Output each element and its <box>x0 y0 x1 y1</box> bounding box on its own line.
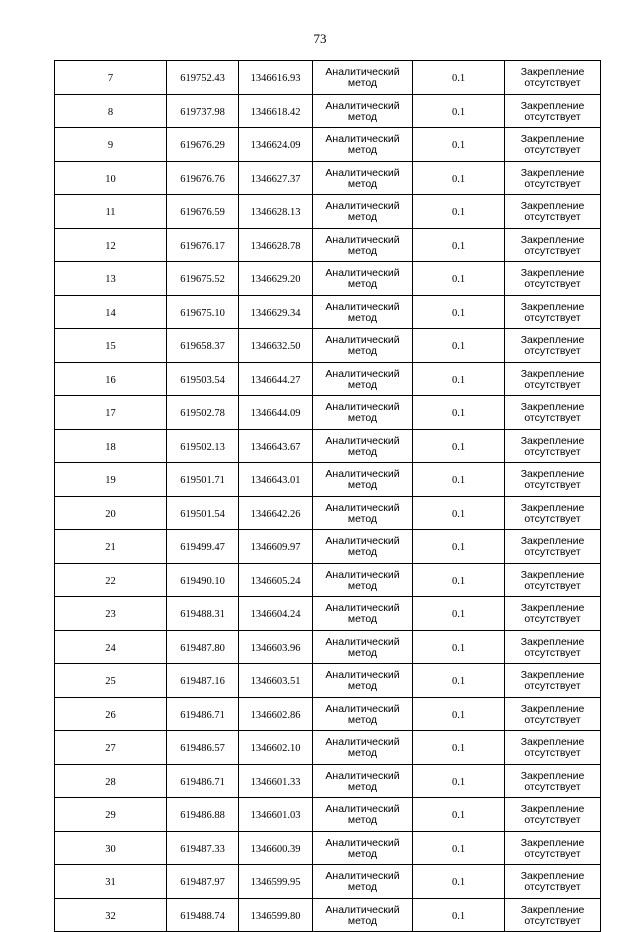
point-number-cell: 32 <box>55 898 167 932</box>
method-cell: Аналитический метод <box>313 630 413 664</box>
method-cell: Аналитический метод <box>313 161 413 195</box>
x-coordinate-cell: 619675.52 <box>167 262 239 296</box>
x-coordinate-cell: 619486.57 <box>167 731 239 765</box>
method-cell: Аналитический метод <box>313 61 413 95</box>
x-coordinate-cell: 619487.33 <box>167 831 239 865</box>
precision-cell: 0.1 <box>413 396 505 430</box>
point-number-cell: 29 <box>55 798 167 832</box>
point-number-cell: 14 <box>55 295 167 329</box>
point-number-cell: 21 <box>55 530 167 564</box>
fixing-cell: Закрепление отсутствует <box>505 429 601 463</box>
table-row <box>55 630 601 664</box>
precision-cell: 0.1 <box>413 262 505 296</box>
y-coordinate-cell: 1346628.78 <box>239 228 313 262</box>
precision-cell: 0.1 <box>413 463 505 497</box>
method-cell: Аналитический метод <box>313 329 413 363</box>
y-coordinate-cell: 1346644.27 <box>239 362 313 396</box>
point-number-cell: 19 <box>55 463 167 497</box>
method-cell: Аналитический метод <box>313 764 413 798</box>
table-row <box>55 262 601 296</box>
fixing-cell: Закрепление отсутствует <box>505 262 601 296</box>
y-coordinate-cell: 1346629.20 <box>239 262 313 296</box>
fixing-cell: Закрепление отсутствует <box>505 831 601 865</box>
table-row <box>55 563 601 597</box>
method-cell: Аналитический метод <box>313 362 413 396</box>
y-coordinate-cell: 1346632.50 <box>239 329 313 363</box>
table-row <box>55 329 601 363</box>
x-coordinate-cell: 619502.13 <box>167 429 239 463</box>
precision-cell: 0.1 <box>413 831 505 865</box>
fixing-cell: Закрепление отсутствует <box>505 697 601 731</box>
method-cell: Аналитический метод <box>313 295 413 329</box>
x-coordinate-cell: 619490.10 <box>167 563 239 597</box>
fixing-cell: Закрепление отсутствует <box>505 161 601 195</box>
y-coordinate-cell: 1346605.24 <box>239 563 313 597</box>
x-coordinate-cell: 619676.17 <box>167 228 239 262</box>
point-number-cell: 9 <box>55 128 167 162</box>
precision-cell: 0.1 <box>413 597 505 631</box>
precision-cell: 0.1 <box>413 630 505 664</box>
table-row <box>55 865 601 899</box>
point-number-cell: 25 <box>55 664 167 698</box>
method-cell: Аналитический метод <box>313 731 413 765</box>
method-cell: Аналитический метод <box>313 429 413 463</box>
precision-cell: 0.1 <box>413 195 505 229</box>
table-row <box>55 429 601 463</box>
table-row <box>55 295 601 329</box>
table-row <box>55 597 601 631</box>
point-number-cell: 12 <box>55 228 167 262</box>
point-number-cell: 23 <box>55 597 167 631</box>
x-coordinate-cell: 619486.71 <box>167 697 239 731</box>
fixing-cell: Закрепление отсутствует <box>505 128 601 162</box>
method-cell: Аналитический метод <box>313 898 413 932</box>
y-coordinate-cell: 1346601.33 <box>239 764 313 798</box>
y-coordinate-cell: 1346643.01 <box>239 463 313 497</box>
fixing-cell: Закрепление отсутствует <box>505 597 601 631</box>
point-number-cell: 27 <box>55 731 167 765</box>
precision-cell: 0.1 <box>413 664 505 698</box>
point-number-cell: 22 <box>55 563 167 597</box>
method-cell: Аналитический метод <box>313 262 413 296</box>
precision-cell: 0.1 <box>413 362 505 396</box>
x-coordinate-cell: 619737.98 <box>167 94 239 128</box>
x-coordinate-cell: 619501.54 <box>167 496 239 530</box>
y-coordinate-cell: 1346603.51 <box>239 664 313 698</box>
precision-cell: 0.1 <box>413 429 505 463</box>
method-cell: Аналитический метод <box>313 597 413 631</box>
point-number-cell: 18 <box>55 429 167 463</box>
method-cell: Аналитический метод <box>313 798 413 832</box>
precision-cell: 0.1 <box>413 865 505 899</box>
fixing-cell: Закрепление отсутствует <box>505 731 601 765</box>
point-number-cell: 26 <box>55 697 167 731</box>
x-coordinate-cell: 619487.80 <box>167 630 239 664</box>
point-number-cell: 15 <box>55 329 167 363</box>
point-number-cell: 7 <box>55 61 167 95</box>
point-number-cell: 11 <box>55 195 167 229</box>
x-coordinate-cell: 619486.71 <box>167 764 239 798</box>
y-coordinate-cell: 1346603.96 <box>239 630 313 664</box>
y-coordinate-cell: 1346599.95 <box>239 865 313 899</box>
table-row <box>55 530 601 564</box>
x-coordinate-cell: 619658.37 <box>167 329 239 363</box>
point-number-cell: 20 <box>55 496 167 530</box>
y-coordinate-cell: 1346644.09 <box>239 396 313 430</box>
point-number-cell: 30 <box>55 831 167 865</box>
method-cell: Аналитический метод <box>313 697 413 731</box>
method-cell: Аналитический метод <box>313 128 413 162</box>
precision-cell: 0.1 <box>413 94 505 128</box>
x-coordinate-cell: 619488.31 <box>167 597 239 631</box>
fixing-cell: Закрепление отсутствует <box>505 94 601 128</box>
fixing-cell: Закрепление отсутствует <box>505 764 601 798</box>
table-row <box>55 496 601 530</box>
point-number-cell: 31 <box>55 865 167 899</box>
x-coordinate-cell: 619501.71 <box>167 463 239 497</box>
y-coordinate-cell: 1346624.09 <box>239 128 313 162</box>
precision-cell: 0.1 <box>413 563 505 597</box>
y-coordinate-cell: 1346616.93 <box>239 61 313 95</box>
table-row <box>55 94 601 128</box>
precision-cell: 0.1 <box>413 161 505 195</box>
fixing-cell: Закрепление отсутствует <box>505 61 601 95</box>
coordinates-table <box>54 60 601 932</box>
method-cell: Аналитический метод <box>313 664 413 698</box>
y-coordinate-cell: 1346601.03 <box>239 798 313 832</box>
fixing-cell: Закрепление отсутствует <box>505 630 601 664</box>
precision-cell: 0.1 <box>413 764 505 798</box>
precision-cell: 0.1 <box>413 228 505 262</box>
table-row <box>55 463 601 497</box>
y-coordinate-cell: 1346599.80 <box>239 898 313 932</box>
method-cell: Аналитический метод <box>313 396 413 430</box>
fixing-cell: Закрепление отсутствует <box>505 865 601 899</box>
fixing-cell: Закрепление отсутствует <box>505 396 601 430</box>
method-cell: Аналитический метод <box>313 530 413 564</box>
fixing-cell: Закрепление отсутствует <box>505 563 601 597</box>
point-number-cell: 13 <box>55 262 167 296</box>
point-number-cell: 28 <box>55 764 167 798</box>
y-coordinate-cell: 1346642.26 <box>239 496 313 530</box>
fixing-cell: Закрепление отсутствует <box>505 798 601 832</box>
precision-cell: 0.1 <box>413 798 505 832</box>
x-coordinate-cell: 619488.74 <box>167 898 239 932</box>
coordinates-table-body <box>55 61 601 932</box>
precision-cell: 0.1 <box>413 496 505 530</box>
method-cell: Аналитический метод <box>313 195 413 229</box>
table-row <box>55 798 601 832</box>
x-coordinate-cell: 619752.43 <box>167 61 239 95</box>
table-row <box>55 664 601 698</box>
y-coordinate-cell: 1346600.39 <box>239 831 313 865</box>
fixing-cell: Закрепление отсутствует <box>505 496 601 530</box>
table-row <box>55 831 601 865</box>
y-coordinate-cell: 1346618.42 <box>239 94 313 128</box>
x-coordinate-cell: 619676.76 <box>167 161 239 195</box>
table-row <box>55 898 601 932</box>
y-coordinate-cell: 1346629.34 <box>239 295 313 329</box>
point-number-cell: 8 <box>55 94 167 128</box>
method-cell: Аналитический метод <box>313 228 413 262</box>
x-coordinate-cell: 619499.47 <box>167 530 239 564</box>
table-row <box>55 362 601 396</box>
fixing-cell: Закрепление отсутствует <box>505 329 601 363</box>
table-row <box>55 195 601 229</box>
method-cell: Аналитический метод <box>313 94 413 128</box>
y-coordinate-cell: 1346604.24 <box>239 597 313 631</box>
precision-cell: 0.1 <box>413 329 505 363</box>
y-coordinate-cell: 1346643.67 <box>239 429 313 463</box>
precision-cell: 0.1 <box>413 295 505 329</box>
table-row <box>55 764 601 798</box>
point-number-cell: 10 <box>55 161 167 195</box>
y-coordinate-cell: 1346627.37 <box>239 161 313 195</box>
precision-cell: 0.1 <box>413 697 505 731</box>
fixing-cell: Закрепление отсутствует <box>505 664 601 698</box>
x-coordinate-cell: 619676.29 <box>167 128 239 162</box>
page-number: 73 <box>313 31 327 46</box>
table-row <box>55 61 601 95</box>
table-row <box>55 128 601 162</box>
method-cell: Аналитический метод <box>313 463 413 497</box>
y-coordinate-cell: 1346602.86 <box>239 697 313 731</box>
fixing-cell: Закрепление отсутствует <box>505 898 601 932</box>
fixing-cell: Закрепление отсутствует <box>505 362 601 396</box>
fixing-cell: Закрепление отсутствует <box>505 195 601 229</box>
fixing-cell: Закрепление отсутствует <box>505 228 601 262</box>
y-coordinate-cell: 1346609.97 <box>239 530 313 564</box>
precision-cell: 0.1 <box>413 530 505 564</box>
fixing-cell: Закрепление отсутствует <box>505 295 601 329</box>
table-row <box>55 731 601 765</box>
fixing-cell: Закрепление отсутствует <box>505 463 601 497</box>
x-coordinate-cell: 619487.97 <box>167 865 239 899</box>
precision-cell: 0.1 <box>413 898 505 932</box>
method-cell: Аналитический метод <box>313 865 413 899</box>
point-number-cell: 24 <box>55 630 167 664</box>
x-coordinate-cell: 619486.88 <box>167 798 239 832</box>
method-cell: Аналитический метод <box>313 496 413 530</box>
x-coordinate-cell: 619487.16 <box>167 664 239 698</box>
table-row <box>55 697 601 731</box>
precision-cell: 0.1 <box>413 128 505 162</box>
precision-cell: 0.1 <box>413 731 505 765</box>
method-cell: Аналитический метод <box>313 831 413 865</box>
method-cell: Аналитический метод <box>313 563 413 597</box>
table-row <box>55 396 601 430</box>
x-coordinate-cell: 619675.10 <box>167 295 239 329</box>
y-coordinate-cell: 1346628.13 <box>239 195 313 229</box>
precision-cell: 0.1 <box>413 61 505 95</box>
point-number-cell: 16 <box>55 362 167 396</box>
fixing-cell: Закрепление отсутствует <box>505 530 601 564</box>
x-coordinate-cell: 619503.54 <box>167 362 239 396</box>
table-row <box>55 228 601 262</box>
table-row <box>55 161 601 195</box>
x-coordinate-cell: 619676.59 <box>167 195 239 229</box>
point-number-cell: 17 <box>55 396 167 430</box>
x-coordinate-cell: 619502.78 <box>167 396 239 430</box>
y-coordinate-cell: 1346602.10 <box>239 731 313 765</box>
